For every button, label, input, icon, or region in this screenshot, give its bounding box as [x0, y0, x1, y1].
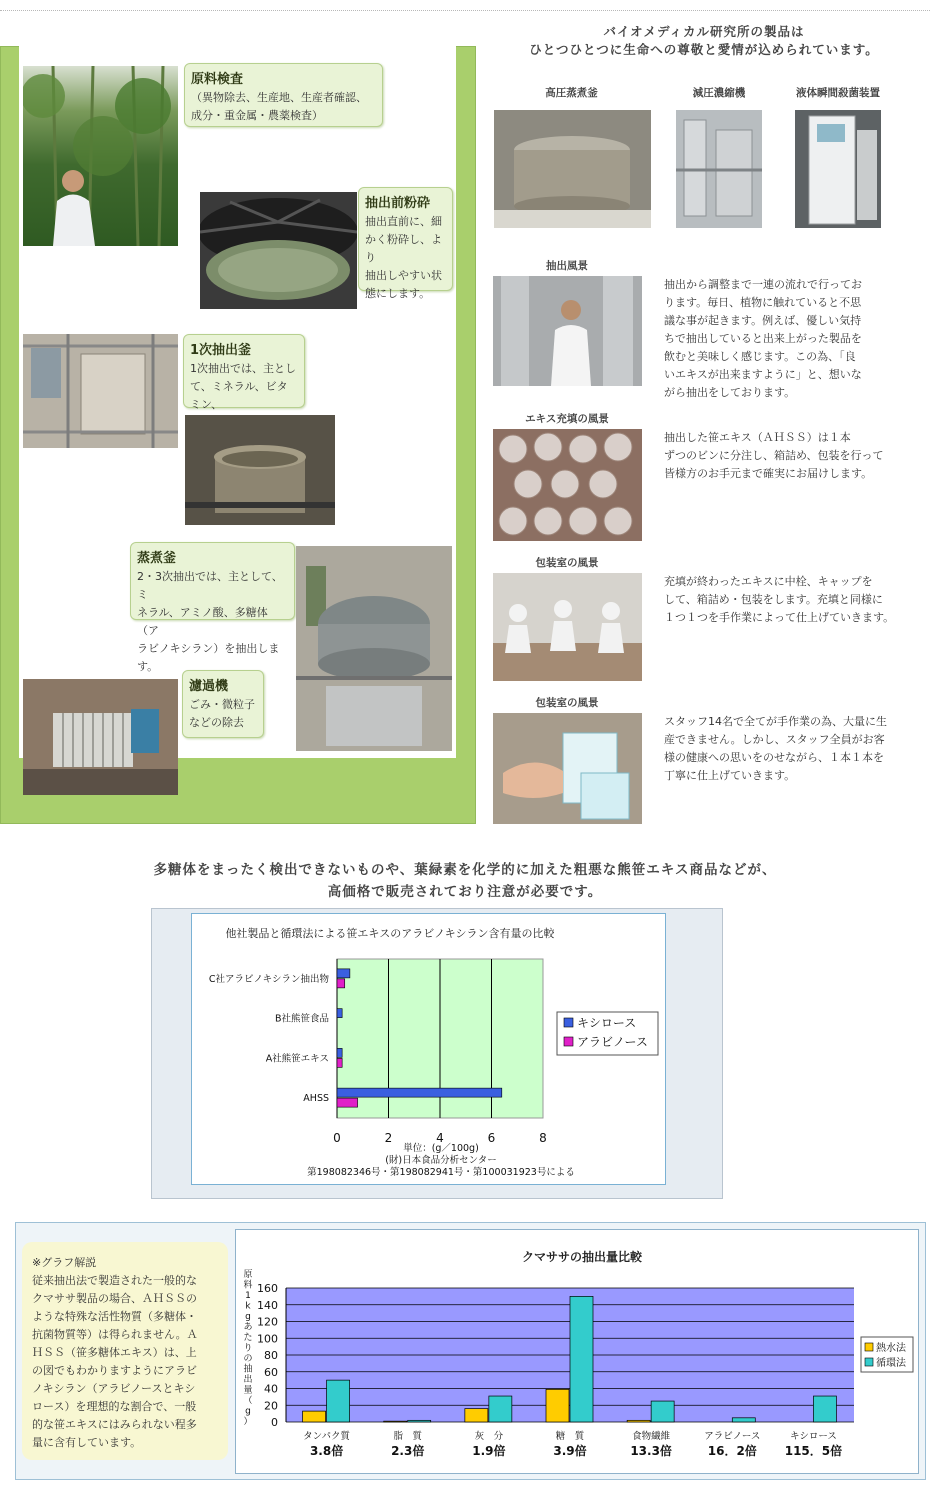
chart2-ratio-label: 3.9倍 [553, 1444, 587, 1458]
chart2-ratio-label: 1.9倍 [472, 1444, 506, 1458]
chart2-category-label: キシロース [789, 1431, 837, 1442]
chart1-source-note: (財)日本食品分析センター [385, 1155, 497, 1166]
primary-extraction-vessel-photo [23, 334, 178, 448]
scene-label-packing-room-2: 包装室の風景 [535, 697, 599, 709]
warning-line-2: 高価格で販売されており注意が必要です。 [327, 884, 603, 900]
chart2-bar-hot-water [384, 1421, 407, 1422]
chart2-ratio-label: 2.3倍 [391, 1444, 425, 1458]
chart2-legend-label: 循環法 [876, 1358, 906, 1369]
chart2-y-axis-label-char: 抽 [243, 1364, 253, 1375]
extraction-scene-photo [493, 276, 642, 386]
packing-room-scene-photo-1 [493, 573, 642, 681]
chart1-category-label: C社アラビノキシラン抽出物 [208, 973, 329, 985]
chart2-bar-circulation [327, 1380, 350, 1422]
chart2-y-axis-label-char: の [243, 1354, 253, 1364]
chart2-y-axis-label-char: た [243, 1333, 253, 1343]
equipment-label-vacuum-concentrator: 減圧濃縮機 [692, 87, 746, 99]
chart2-y-tick-label: 20 [264, 1399, 278, 1413]
chart2-y-tick-label: 40 [264, 1382, 278, 1396]
chart2-y-axis-label-char: ） [243, 1417, 253, 1427]
chart2-legend-swatch [865, 1358, 873, 1366]
chart1-legend-label: キシロース [577, 1016, 637, 1030]
chart2-category-label: 灰 分 [474, 1431, 504, 1442]
chart2-bar-circulation [813, 1396, 836, 1422]
step-label-primary-extraction: 1次抽出釜 1次抽出では、主とし て、ミネラル、ビタミン、 [183, 334, 305, 408]
equipment-label-high-pressure-steamer: 高圧蒸煮釜 [545, 87, 598, 99]
chart2-y-tick-label: 0 [271, 1416, 278, 1429]
chart2-bar-hot-water [546, 1389, 569, 1422]
chart1-bar-xylose [337, 969, 350, 978]
chart1-x-tick-label: 0 [333, 1131, 341, 1145]
chart2-y-axis-label-char: k [245, 1301, 251, 1312]
chart2-y-tick-label: 80 [264, 1349, 278, 1362]
top-dotted-divider [0, 10, 930, 11]
chart2-bar-circulation [408, 1420, 431, 1422]
chart2-bar-circulation [732, 1418, 755, 1422]
filter-machine-photo [23, 679, 178, 795]
chart2-y-axis-label-char: g [245, 1406, 251, 1417]
step-label-steaming-pot: 蒸煮釜 2・3次抽出では、主として、ミ ネラル、アミノ酸、多糖体（ア ラビノキシラン）を抽出します。 [130, 542, 295, 620]
step-label-raw-material: 原料検査 （異物除去、生産地、生産者確認、 成分・重金属・農薬検査） [184, 63, 383, 127]
chart1-category-label: AHSS [303, 1093, 329, 1105]
chart2-y-tick-label: 100 [257, 1332, 278, 1346]
chart1-x-tick-label: 6 [487, 1131, 496, 1145]
chart2-y-axis-label-char: 料 [243, 1280, 253, 1291]
vacuum-concentrator-photo [676, 110, 762, 228]
intro-line-2: ひとつひとつに生命への尊敬と愛情が込められています。 [529, 42, 879, 57]
chart2-category-label: 糖 質 [555, 1431, 585, 1442]
scene-label-packing-room-1: 包装室の風景 [535, 557, 599, 569]
chart2-bar-hot-water [627, 1420, 650, 1422]
chart2-bar-circulation [651, 1401, 674, 1422]
chart1-bar-xylose [337, 1048, 342, 1057]
chart2-y-axis-label-char: g [245, 1312, 251, 1322]
filling-scene-photo [493, 429, 642, 541]
chart2-ratio-label: 16．2倍 [707, 1444, 757, 1458]
pre-extraction-crushing-photo [200, 192, 357, 309]
chart2-y-tick-label: 140 [257, 1298, 278, 1312]
chart2-y-tick-label: 160 [257, 1282, 278, 1295]
scene-text-filling: 抽出した笹エキス（ＡＨＳＳ）は１本 ずつのビンに分注し、箱詰め、包装を行って 皆様方のお手元まで確実にお届けします。 [664, 431, 884, 480]
chart2-category-label: アラビノース [704, 1431, 761, 1442]
chart1-x-tick-label: 4 [436, 1131, 444, 1145]
chart2-y-axis-label-char: り [243, 1343, 253, 1354]
chart2-y-tick-label: 120 [257, 1315, 278, 1329]
chart1-source-note: 第198082346号・第198082941号・第100031923号による [307, 1167, 575, 1178]
chart2-y-axis-label-char: 原 [243, 1270, 253, 1280]
chart2-y-axis-label-char: 量 [243, 1385, 253, 1396]
chart2-y-axis-label-char: 出 [243, 1375, 253, 1385]
high-pressure-steamer-photo [494, 110, 651, 228]
chart2-bar-hot-water [303, 1411, 326, 1422]
packing-room-scene-photo-2 [493, 713, 642, 824]
chart1-legend-label: アラビノース [577, 1035, 648, 1049]
steaming-pot-photo [296, 546, 452, 751]
graph-explanation-note: ※グラフ解説 従来抽出法で製造された一般的な クマササ製品の場合、ＡＨＳＳの ような特殊な活性物質（多糖体・ 抗菌物質等）は得られません。Ａ ＨＳＳ（笹多糖体エキス）は、上 の図でもわかりますようにアラビ ノキシラン（アラビノースとキシ ロース）を理想的な割合で、一般 的な笹エキスにはみられない程多 量に含有しています。 [22, 1242, 228, 1460]
step-label-filter: 濾過機 ごみ・微粒子 などの除去 [182, 670, 264, 738]
step-label-crushing: 抽出前粉砕 抽出直前に、細 かく粉砕し、より 抽出しやすい状 態にします。 [358, 187, 453, 291]
chart2-category-label: 食物繊維 [632, 1431, 671, 1442]
chart2-category-label: 脂 質 [393, 1431, 422, 1442]
chart1-bar-xylose [337, 1009, 342, 1018]
chart2-ratio-label: 13.3倍 [630, 1444, 672, 1458]
chart2-bar-circulation [489, 1396, 512, 1422]
chart2-category-label: タンパク質 [303, 1431, 350, 1442]
chart1-legend-swatch [564, 1037, 573, 1046]
chart2-ratio-label: 3.8倍 [309, 1444, 344, 1458]
chart1-category-label: A社熊笹エキス [265, 1053, 329, 1065]
chart2-legend-label: 熱水法 [876, 1343, 906, 1354]
chart2-y-axis-label-char: 1 [245, 1291, 251, 1301]
chart2-legend-swatch [865, 1343, 873, 1351]
chart1-category-label: B社熊笹食品 [274, 1013, 329, 1025]
chart1-bar-arabinose [337, 979, 345, 988]
chart2-y-axis-label-char: あ [243, 1322, 253, 1333]
chart1-title: 他社製品と循環法による笹エキスのアラビノキシラン含有量の比較 [225, 927, 555, 940]
warning-line-1: 多糖体をまったく検出できないものや、葉緑素を化学的に加えた粗悪な熊笹エキス商品などが、 [153, 862, 777, 878]
extraction-amount-chart [235, 1229, 919, 1474]
chart1-x-tick-label: 8 [539, 1131, 547, 1145]
equipment-label-flash-sterilizer: 液体瞬間殺菌装置 [796, 87, 880, 99]
chart1-x-tick-label: 2 [384, 1131, 393, 1145]
chart2-title: クマササの抽出量比較 [521, 1250, 643, 1264]
chart2-ratio-label: 115．5倍 [784, 1444, 843, 1458]
intro-line-1: バイオメディカル研究所の製品は [603, 24, 805, 39]
chart2-y-tick-label: 60 [264, 1365, 278, 1379]
chart1-bar-arabinose [337, 1098, 358, 1107]
scene-label-extraction: 抽出風景 [546, 260, 588, 272]
scene-text-packing-room-2: スタッフ14名で全てが手作業の為、大量に生 産できません。しかし、スタッフ全員がお客 様の健康への思いをのせながら、１本１本を 丁寧に仕上げていきます。 [664, 715, 887, 782]
flash-sterilizer-photo [795, 110, 881, 228]
arabinoxylan-comparison-chart [151, 908, 723, 1199]
chart1-bar-xylose [337, 1088, 502, 1097]
chart2-bar-hot-water [465, 1409, 488, 1422]
chart2-y-axis-label-char: （ [243, 1396, 253, 1406]
secondary-pot-photo [185, 415, 335, 525]
raw-material-inspection-photo [23, 66, 178, 246]
chart1-bar-arabinose [337, 1058, 342, 1067]
scene-text-extraction: 抽出から調整まで一連の流れで行ってお ります。毎日、植物に触れていると不思 議な事が起きます。例えば、優しい気持 ちで抽出していると出来上がった製品を 飲むと美味しく感じます。この為、「良 いエキスが出来ますように」と、想いな がら抽出をしております。 [664, 278, 862, 399]
scene-label-filling: エキス充填の風景 [525, 413, 609, 425]
chart1-source-note: 単位：(g／100g) [403, 1143, 479, 1154]
chart1-legend-swatch [564, 1018, 573, 1027]
scene-text-packing-room-1: 充填が終わったエキスに中栓、キャップを して、箱詰め・包装をします。充填と同様に １つ１つを手作業によって仕上げていきます。 [664, 575, 895, 624]
chart2-bar-circulation [570, 1296, 593, 1422]
